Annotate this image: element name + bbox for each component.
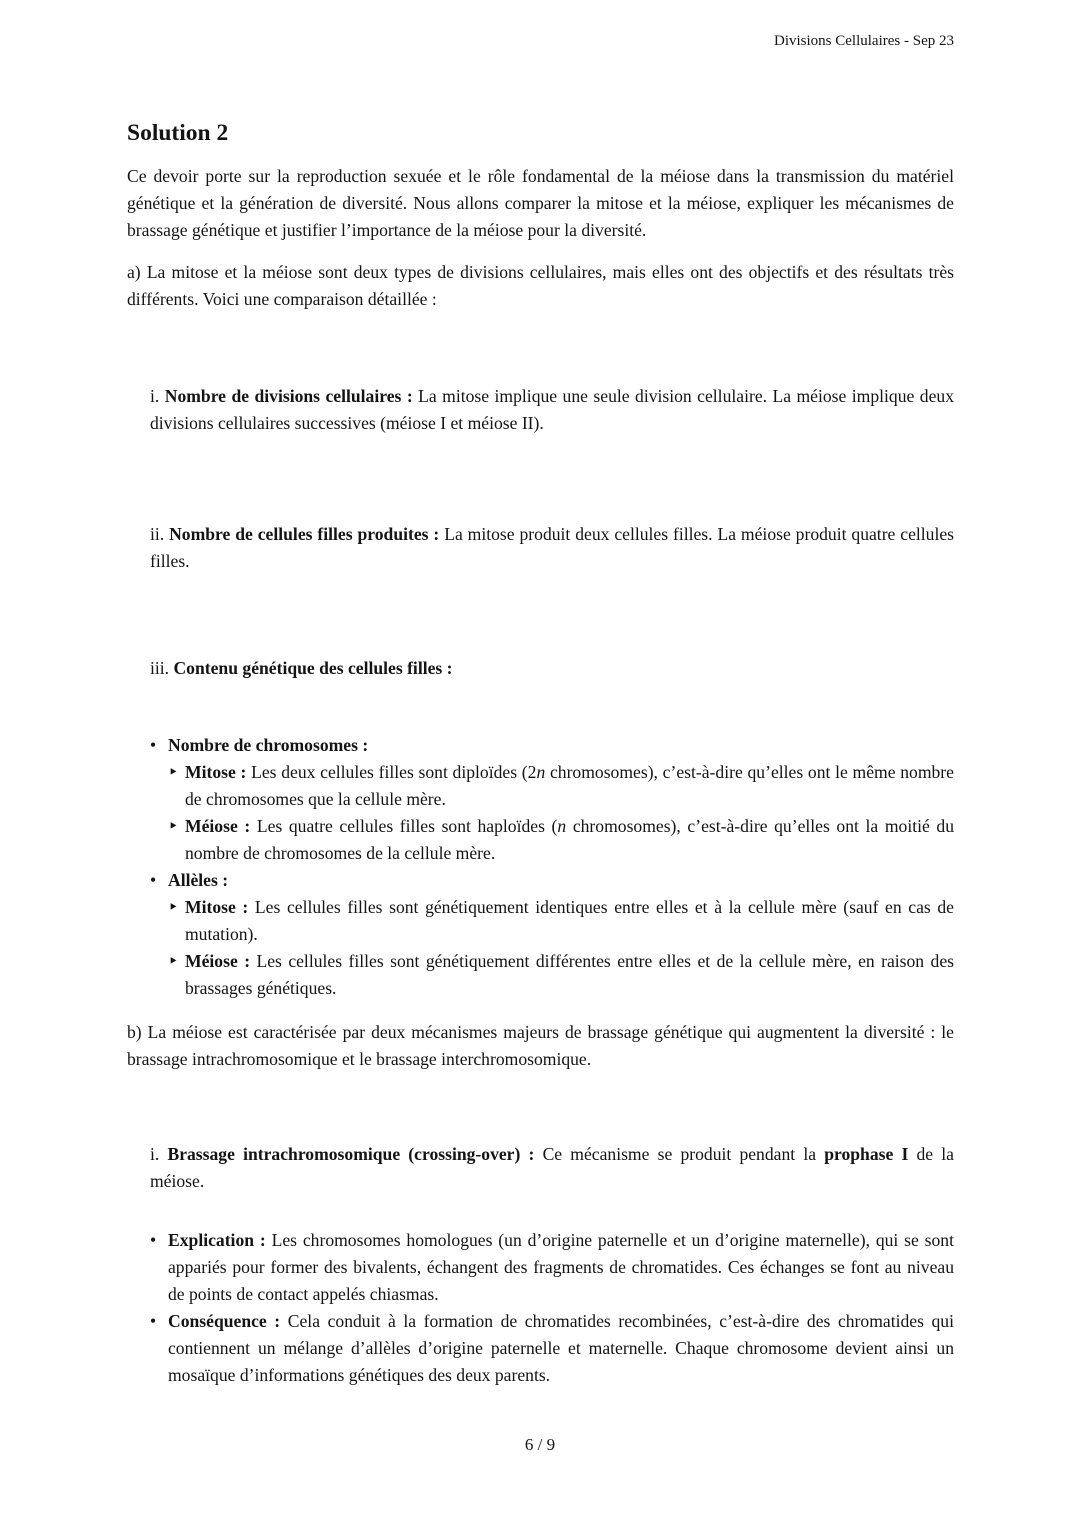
sub-bullet-icon: ‣ bbox=[168, 951, 179, 971]
list-item-text: Méiose : Les cellules filles sont génétiquement différentes entre elles et de la cellule mère, en raison des brassages génétiques. bbox=[185, 951, 954, 998]
bullet-icon: • bbox=[150, 735, 157, 755]
section-title: Solution 2 bbox=[127, 120, 229, 146]
sub-bullet-icon: ‣ bbox=[168, 816, 179, 836]
document-content bbox=[127, 118, 954, 1389]
paragraph-b-intro: b) La méiose est caractérisée par deux mécanismes majeurs de brassage génétique qui augmentent la diversité : le brassage intrachromosomique et le brassage interchromosomique. bbox=[127, 1022, 954, 1069]
enum-item-crossing-over: i. Brassage intrachromosomique (crossing-over) : Ce mécanisme se produit pendant la prophase I de la méiose. bbox=[150, 1144, 954, 1191]
paragraph-a-intro: a) La mitose et la méiose sont deux types de divisions cellulaires, mais elles ont des objectifs et des résultats très différents. Voici une comparaison détaillée : bbox=[127, 262, 954, 309]
bullet-icon: • bbox=[150, 1311, 157, 1331]
page-header-running-title: Divisions Cellulaires - Sep 23 bbox=[774, 33, 954, 49]
list-item-explication bbox=[150, 1227, 954, 1308]
list-item-text: Mitose : Les deux cellules filles sont diploïdes (2n chromosomes), c’est-à-dire qu’elles ont le même nombre de chromosomes que la cellule mère. bbox=[185, 762, 954, 809]
list-item-chromosomes bbox=[150, 732, 954, 759]
list-item-alleles-meiose bbox=[168, 948, 954, 1002]
enum-item-i: i. Nombre de divisions cellulaires : La mitose implique une seule division cellulaire. La méiose implique deux divisions cellulaires successives (méiose I et méiose II). bbox=[150, 386, 954, 433]
bullet-icon: • bbox=[150, 870, 157, 890]
list-item-text: Explication : Les chromosomes homologues (un d’origine paternelle et un d’origine maternelle), qui se sont appariés pour former des bivalents, échangent des fragments de chromatides. Ces échanges se font au niveau de points de contact appelés chiasmas. bbox=[168, 1230, 954, 1304]
list-item-chromosomes-mitose bbox=[168, 759, 954, 813]
enum-item-iii: iii. Contenu génétique des cellules filles : bbox=[150, 658, 453, 678]
list-item-text: Nombre de chromosomes : bbox=[168, 735, 369, 755]
list-item-text: Mitose : Les cellules filles sont génétiquement identiques entre elles et à la cellule mère (sauf en cas de mutation). bbox=[185, 897, 954, 944]
paragraph-intro: Ce devoir porte sur la reproduction sexuée et le rôle fondamental de la méiose dans la transmission du matériel génétique et la génération de diversité. Nous allons comparer la mitose et la méiose, expliquer les mécanismes de brassage génétique et justifier l’importance de la méiose pour la diversité. bbox=[127, 166, 954, 240]
list-item-text: Conséquence : Cela conduit à la formation de chromatides recombinées, c’est-à-dire des chromatides qui contiennent un mélange d’allèles d’origine paternelle et maternelle. Chaque chromosome devient ainsi un mosaïque d’informations génétiques des deux parents. bbox=[168, 1311, 954, 1385]
list-item-alleles-mitose bbox=[168, 894, 954, 948]
list-item-alleles bbox=[150, 867, 954, 894]
list-item-text: Méiose : Les quatre cellules filles sont haploïdes (n chromosomes), c’est-à-dire qu’elles ont la moitié du nombre de chromosomes de la cellule mère. bbox=[185, 816, 955, 863]
bullet-icon: • bbox=[150, 1230, 157, 1250]
list-item-consequence bbox=[150, 1308, 954, 1389]
list-item-text: Allèles : bbox=[168, 870, 229, 890]
list-item-chromosomes-meiose bbox=[168, 813, 954, 867]
enum-item-ii: ii. Nombre de cellules filles produites : La mitose produit deux cellules filles. La méiose produit quatre cellules filles. bbox=[150, 524, 955, 571]
sub-bullet-icon: ‣ bbox=[168, 897, 179, 917]
page-number: 6 / 9 bbox=[524, 1435, 556, 1454]
sub-bullet-icon: ‣ bbox=[168, 762, 179, 782]
